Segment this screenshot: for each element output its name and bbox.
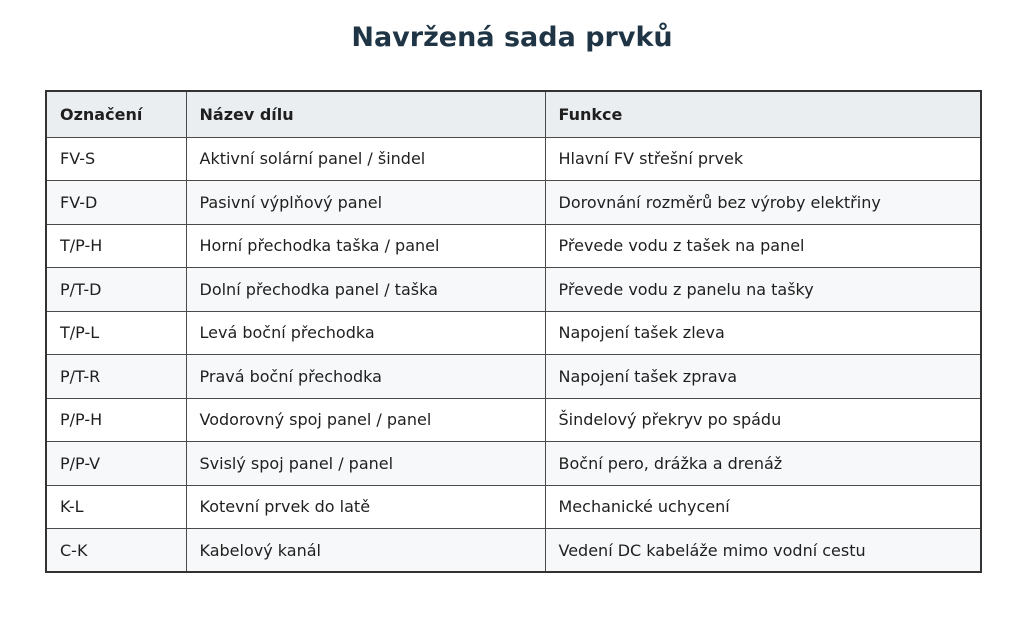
- header-function: Funkce: [545, 91, 981, 137]
- header-designation: Označení: [46, 91, 186, 137]
- cell-designation: P/P-V: [46, 442, 186, 486]
- table-row: [46, 181, 981, 225]
- cell-part-name: Pravá boční přechodka: [186, 355, 545, 399]
- cell-function: Boční pero, drážka a drenáž: [545, 442, 981, 486]
- cell-function: Převede vodu z tašek na panel: [545, 224, 981, 268]
- table-row: [46, 529, 981, 573]
- cell-designation: C-K: [46, 529, 186, 573]
- cell-part-name: Kotevní prvek do latě: [186, 485, 545, 529]
- header-part-name: Název dílu: [186, 91, 545, 137]
- table-row: [46, 137, 981, 181]
- cell-part-name: Aktivní solární panel / šindel: [186, 137, 545, 181]
- table-row: [46, 355, 981, 399]
- table-row: [46, 224, 981, 268]
- cell-part-name: Pasivní výplňový panel: [186, 181, 545, 225]
- cell-function: Dorovnání rozměrů bez výroby elektřiny: [545, 181, 981, 225]
- table-row: [46, 398, 981, 442]
- cell-designation: T/P-L: [46, 311, 186, 355]
- cell-function: Šindelový překryv po spádu: [545, 398, 981, 442]
- table-row: [46, 442, 981, 486]
- cell-designation: FV-S: [46, 137, 186, 181]
- cell-designation: T/P-H: [46, 224, 186, 268]
- cell-part-name: Levá boční přechodka: [186, 311, 545, 355]
- cell-part-name: Dolní přechodka panel / taška: [186, 268, 545, 312]
- cell-designation: P/T-D: [46, 268, 186, 312]
- cell-part-name: Kabelový kanál: [186, 529, 545, 573]
- cell-designation: K-L: [46, 485, 186, 529]
- cell-function: Hlavní FV střešní prvek: [545, 137, 981, 181]
- cell-function: Převede vodu z panelu na tašky: [545, 268, 981, 312]
- cell-function: Napojení tašek zprava: [545, 355, 981, 399]
- table-row: [46, 268, 981, 312]
- table-header-row: [46, 91, 981, 137]
- table-row: [46, 311, 981, 355]
- cell-part-name: Vodorovný spoj panel / panel: [186, 398, 545, 442]
- cell-function: Mechanické uchycení: [545, 485, 981, 529]
- cell-part-name: Svislý spoj panel / panel: [186, 442, 545, 486]
- cell-function: Vedení DC kabeláže mimo vodní cestu: [545, 529, 981, 573]
- cell-designation: FV-D: [46, 181, 186, 225]
- page-title: Navržená sada prvků: [351, 22, 673, 53]
- table-row: [46, 485, 981, 529]
- parts-table: [45, 90, 982, 573]
- cell-designation: P/T-R: [46, 355, 186, 399]
- cell-part-name: Horní přechodka taška / panel: [186, 224, 545, 268]
- cell-function: Napojení tašek zleva: [545, 311, 981, 355]
- cell-designation: P/P-H: [46, 398, 186, 442]
